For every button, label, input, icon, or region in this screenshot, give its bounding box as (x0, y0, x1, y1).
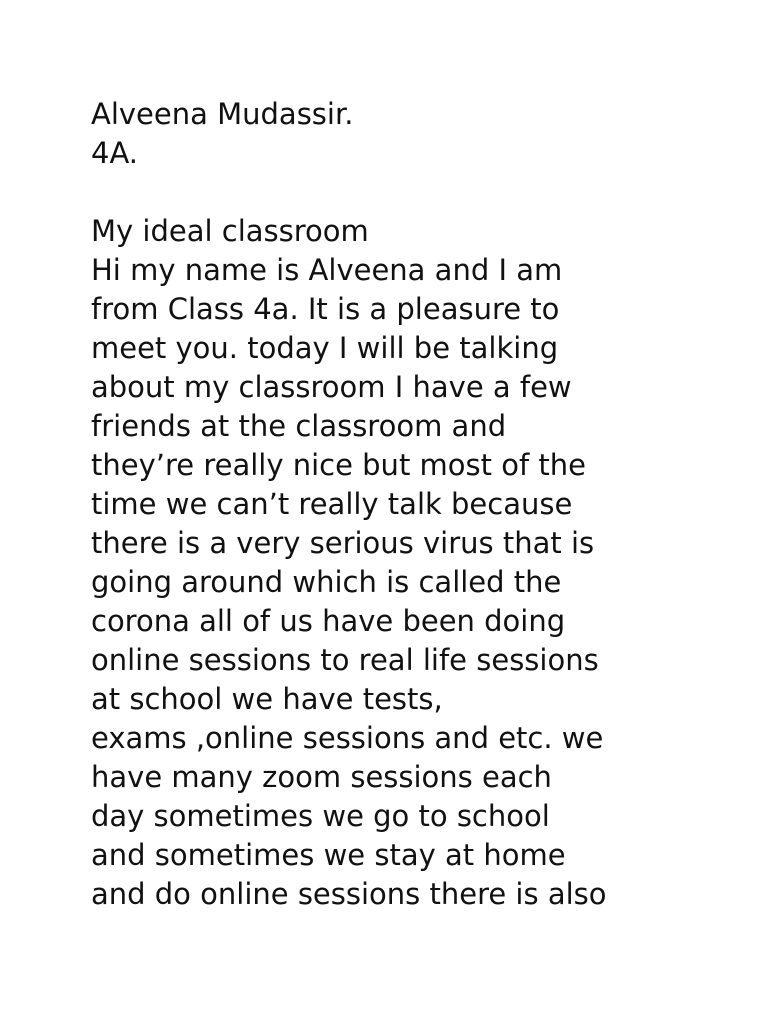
essay-line-12: at school we have tests, (91, 682, 443, 716)
essay-line-16: and sometimes we stay at home (91, 838, 566, 872)
essay-title: My ideal classroom (91, 214, 369, 248)
essay-line-13: exams ,online sessions and etc. we (91, 721, 604, 755)
blank-line (91, 173, 731, 212)
essay-line-1: Hi my name is Alveena and I am (91, 253, 563, 287)
document-text (91, 95, 731, 914)
essay-line-17: and do online sessions there is also (91, 877, 607, 911)
essay-line-11: online sessions to real life sessions (91, 643, 599, 677)
essay-line-14: have many zoom sessions each (91, 760, 552, 794)
essay-line-3: meet you. today I will be talking (91, 331, 559, 365)
essay-line-7: time we can’t really talk because (91, 487, 573, 521)
essay-line-5: friends at the classroom and (91, 409, 507, 443)
class-label: 4A. (91, 136, 138, 170)
essay-line-2: from Class 4a. It is a pleasure to (91, 292, 560, 326)
essay-line-4: about my classroom I have a few (91, 370, 572, 404)
essay-line-6: they’re really nice but most of the (91, 448, 586, 482)
essay-line-10: corona all of us have been doing (91, 604, 566, 638)
essay-line-9: going around which is called the (91, 565, 562, 599)
author-name: Alveena Mudassir. (91, 97, 354, 131)
essay-line-15: day sometimes we go to school (91, 799, 550, 833)
essay-line-8: there is a very serious virus that is (91, 526, 595, 560)
